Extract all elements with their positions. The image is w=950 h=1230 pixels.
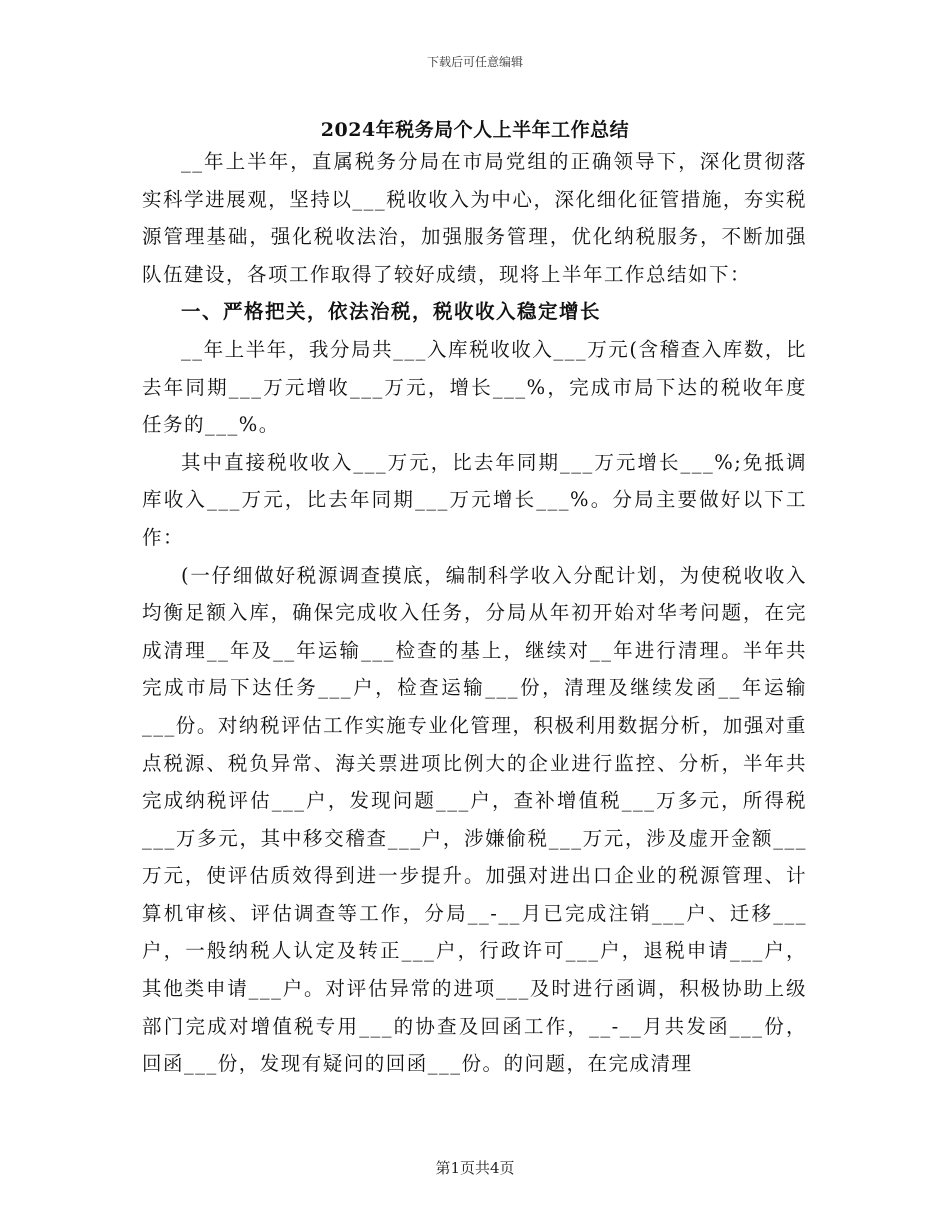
paragraph-tax-source-survey: (一仔细做好税源调查摸底，编制科学收入分配计划，为使税收收入均衡足额入库，确保完成收入任务，分局从年初开始对华考问题，在完成清理__年及__年运输___检查的基上，继续对__年进行清理。半年共完成市局下达任务___户，检查运输___份，清理及继续发函__年运输___份。对纳税评估工作实施专业化管理，积极利用数据分析，加强对重点税源、税负异常、海关票进项比例大的企业进行监控、分析，半年共完成纳税评估___户，发现问题___户，查补增值税___万多元，所得税___万多元，其中移交稽查___户，涉嫌偷税___万元，涉及虚开金额___万元，使评估质效得到进一步提升。加强对进出口企业的税源管理、计算机审核、评估调查等工作，分局__-__月已完成注销___户、迁移___户，一般纳税人认定及转正___户，行政许可___户，退税申请___户，其他类申请___户。对评估异常的进项___及时进行函调，积极协助上级部门完成对增值税专用___的协查及回函工作，__-__月共发函___份，回函___份，发现有疑问的回函___份。的问题，在完成清理 (142, 563, 807, 1076)
paragraph-intro: __年上半年，直属税务分局在市局党组的正确领导下，深化贯彻落实科学进展观，坚持以___税收收入为中心，深化细化征管措施，夯实税源管理基础，强化税收法治，加强服务管理，优化纳税服务，不断加强队伍建设，各项工作取得了较好成绩，现将上半年工作总结如下： (142, 150, 807, 286)
paragraph-revenue: __年上半年，我分局共___入库税收收入___万元(含稽查入库数，比去年同期___万元增收___万元，增长___%，完成市局下达的税收年度任务的___%。 (142, 337, 807, 437)
paragraph-direct-revenue: 其中直接税收收入___万元，比去年同期___万元增长___%;免抵调库收入___万元，比去年同期___万元增长___%。分局主要做好以下工作： (142, 450, 807, 549)
page-header-note: 下载后可任意编辑 (426, 55, 523, 69)
document-title: 2024年税务局个人上半年工作总结 (320, 119, 630, 141)
section-heading-1: 一、严格把关，依法治税，税收收入稳定增长 (181, 300, 602, 324)
document-body (142, 143, 807, 1083)
page-number: 第1页共4页 (435, 1159, 515, 1177)
